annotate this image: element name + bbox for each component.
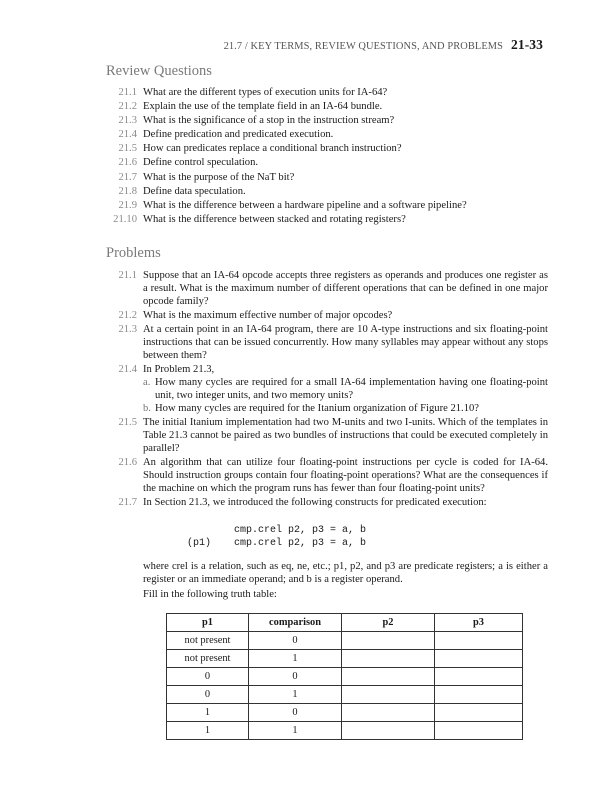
- subitem-text: How many cycles are required for the Itanium organization of Figure 21.10?: [155, 403, 479, 414]
- subitem-label: b.: [143, 403, 151, 414]
- question-text: How can predicates replace a conditional branch instruction?: [143, 143, 402, 155]
- problem-number: 21.7: [118, 497, 137, 508]
- running-header: [0, 38, 543, 53]
- question-text: What is the significance of a stop in the instruction stream?: [143, 115, 395, 127]
- question-number: 21.5: [118, 143, 137, 155]
- table-cell: 1: [167, 722, 249, 740]
- problem-number: 21.5: [118, 417, 137, 428]
- question-number: 21.1: [118, 87, 137, 98]
- table-cell: [435, 704, 523, 722]
- review-question: [103, 142, 548, 156]
- table-row: [167, 686, 523, 704]
- table-cell: [342, 686, 435, 704]
- table-cell: [342, 632, 435, 650]
- problem-item: [103, 309, 548, 322]
- review-questions-heading: Review Questions: [106, 63, 212, 79]
- column-header: p3: [435, 614, 523, 632]
- problem-text: At a certain point in an IA-64 program, there are 10 A-type instructions and six floating-point instructions that can be issued concurrently. How many syllables may appear without any stops between them?: [143, 324, 548, 361]
- fill-in-instruction: Fill in the following truth table:: [143, 589, 277, 600]
- review-question: [103, 213, 548, 227]
- table-cell: [342, 668, 435, 686]
- review-question: [103, 100, 548, 114]
- problem-number: 21.6: [118, 457, 137, 468]
- question-text: What is the purpose of the NaT bit?: [143, 171, 295, 183]
- problem-item: [103, 363, 548, 415]
- table-cell: [435, 668, 523, 686]
- table-cell: 1: [249, 722, 342, 740]
- review-question: [103, 171, 548, 185]
- column-header: comparison: [249, 614, 342, 632]
- column-header: p1: [167, 614, 249, 632]
- table-cell: [342, 722, 435, 740]
- table-cell: [342, 704, 435, 722]
- code-statement: cmp.crel p2, p3 = a, b: [234, 538, 367, 549]
- truth-table: [166, 613, 523, 740]
- table-cell: 0: [249, 668, 342, 686]
- question-text: Define control speculation.: [143, 157, 259, 169]
- table-cell: 0: [167, 686, 249, 704]
- table-cell: 1: [167, 704, 249, 722]
- running-title: 21.7 / KEY TERMS, REVIEW QUESTIONS, AND PROBLEMS: [223, 41, 503, 52]
- table-cell: 1: [249, 686, 342, 704]
- problem-text: The initial Itanium implementation had two M-units and two I-units. Which of the templates in Table 21.3 cannot be paired as two bundles of instructions that could be executed completely in parallel?: [143, 417, 548, 454]
- question-text: What are the different types of execution units for IA-64?: [143, 87, 388, 98]
- question-number: 21.8: [118, 185, 137, 197]
- table-cell: [342, 650, 435, 668]
- table-cell: 0: [249, 704, 342, 722]
- table-cell: [435, 686, 523, 704]
- question-text: What is the difference between a hardware pipeline and a software pipeline?: [143, 199, 467, 211]
- problem-subitem: [143, 402, 548, 415]
- code-statement: cmp.crel p2, p3 = a, b: [234, 525, 367, 536]
- review-question: [103, 86, 548, 100]
- code-predicate: (p1): [187, 538, 212, 549]
- subitem-text: How many cycles are required for a small IA-64 implementation having one floating-point unit, two integer units, and two memory units?: [155, 377, 548, 401]
- table-cell: not present: [167, 632, 249, 650]
- subitem-label: a.: [143, 377, 151, 388]
- question-number: 21.4: [118, 129, 137, 141]
- problems-heading: Problems: [106, 245, 161, 261]
- question-number: 21.10: [113, 213, 137, 225]
- table-cell: [435, 632, 523, 650]
- table-cell: [435, 650, 523, 668]
- problem-item: [103, 456, 548, 495]
- code-line: [143, 537, 548, 550]
- code-line: [143, 524, 548, 537]
- question-text: Define data speculation.: [143, 185, 246, 197]
- table-cell: [435, 722, 523, 740]
- problem-text: Suppose that an IA-64 opcode accepts three registers as operands and produces one register as a result. What is the maximum number of different operations that can be defined in one major opcode family?: [143, 270, 548, 307]
- question-number: 21.3: [118, 115, 137, 127]
- review-question: [103, 156, 548, 170]
- question-text: Explain the use of the template field in an IA-64 bundle.: [143, 101, 383, 113]
- problem-number: 21.3: [118, 324, 137, 335]
- table-cell: 0: [167, 668, 249, 686]
- table-header-row: [167, 614, 523, 632]
- problem-text: An algorithm that can utilize four floating-point instructions per cycle is coded for IA-64. Should instruction groups contain four floating-point operations? What are the consequences if the machine on which the program runs has fewer than four floating-point units?: [143, 457, 548, 494]
- review-question: [103, 199, 548, 213]
- question-number: 21.2: [118, 101, 137, 113]
- page-number: 21-33: [511, 37, 543, 52]
- problem-subitem: [143, 376, 548, 402]
- problem-text: What is the maximum effective number of major opcodes?: [143, 310, 393, 321]
- question-text: Define predication and predicated execution.: [143, 129, 334, 141]
- question-number: 21.6: [118, 157, 137, 169]
- problem-number: 21.1: [118, 270, 137, 281]
- problem-item: [103, 416, 548, 455]
- problem-text: In Problem 21.3,: [143, 364, 215, 375]
- problem-number: 21.4: [118, 364, 137, 375]
- table-row: [167, 704, 523, 722]
- question-number: 21.7: [118, 171, 137, 183]
- problem-number: 21.2: [118, 310, 137, 321]
- review-question: [103, 128, 548, 142]
- problems-list: [103, 269, 548, 510]
- table-row: [167, 632, 523, 650]
- table-row: [167, 722, 523, 740]
- code-explanation: where crel is a relation, such as eq, ne, etc.; p1, p2, and p3 are predicate registers; a is either a register or an immediate operand; and b is a register operand.: [143, 561, 548, 585]
- table-cell: 0: [249, 632, 342, 650]
- column-header: p2: [342, 614, 435, 632]
- table-cell: 1: [249, 650, 342, 668]
- table-row: [167, 668, 523, 686]
- question-text: What is the difference between stacked and rotating registers?: [143, 213, 406, 225]
- problem-item: [103, 269, 548, 308]
- table-row: [167, 650, 523, 668]
- review-question: [103, 185, 548, 199]
- code-block: [143, 524, 548, 550]
- problem-item: [103, 323, 548, 362]
- review-questions-list: [103, 86, 548, 227]
- problem-text: In Section 21.3, we introduced the following constructs for predicated execution:: [143, 497, 487, 508]
- question-number: 21.9: [118, 199, 137, 211]
- review-question: [103, 114, 548, 128]
- table-cell: not present: [167, 650, 249, 668]
- problem-item: [103, 496, 548, 509]
